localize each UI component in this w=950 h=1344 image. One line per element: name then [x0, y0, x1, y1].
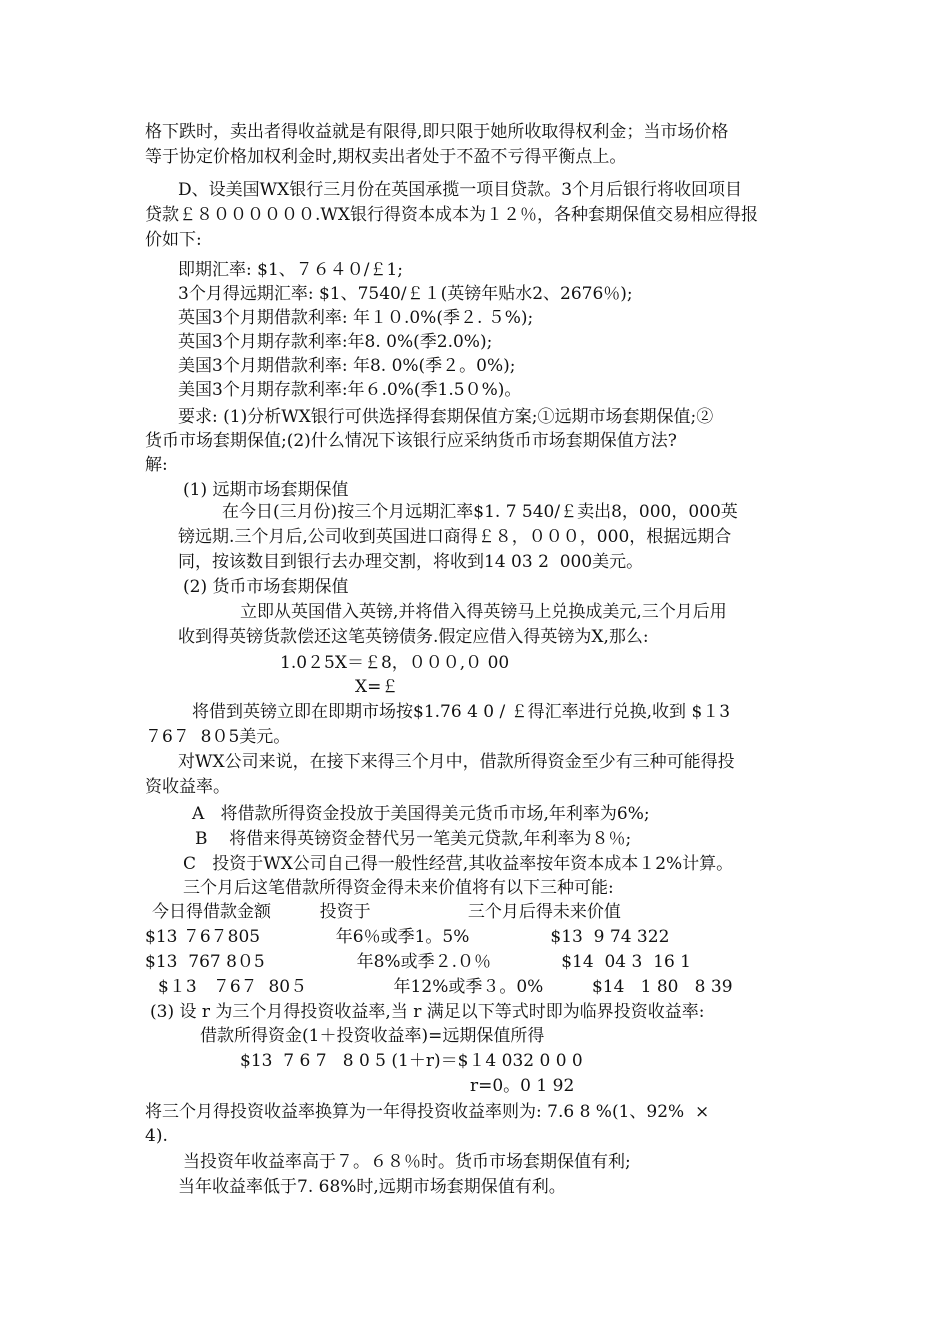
solution-label: 解:: [145, 455, 168, 475]
requirements-line: 货币市场套期保值;(2)什么情况下该银行应采纳货币市场套期保值方法?: [145, 431, 677, 451]
equation-line: X=￡: [355, 677, 399, 697]
quote-us-borrow-rate: 美国3个月期借款利率: 年8. 0%(季２。0%);: [178, 356, 516, 376]
requirements-line: 要求: (1)分析WX银行可供选择得套期保值方案;①远期市场套期保值;②: [178, 407, 714, 427]
paragraph-line: 同，按该数目到银行去办理交割，将收到14 03 2 000美元。: [178, 552, 644, 572]
table-header: 今日得借款金额 投资于 三个月后得未来价值: [152, 902, 621, 922]
equation-line: r=0。0 1 92: [470, 1076, 575, 1096]
problem-d-heading: D、设美国WX银行三月份在英国承揽一项目贷款。3个月后银行将收回项目: [178, 180, 743, 200]
paragraph-line: 立即从英国借入英镑,并将借入得英镑马上兑换成美元,三个月后用: [240, 602, 727, 622]
paragraph-line: 格下跌时，卖出者得收益就是有限得,即只限于她所收取得权利金；当市场价格: [145, 122, 729, 142]
equation-line: 1.0２5X＝￡8，０００,０ 00: [280, 653, 510, 673]
conclusion-line: 当年收益率低于7. 68%时,远期市场套期保值有利。: [178, 1177, 566, 1197]
quote-forward-rate: 3个月得远期汇率: $1、7540/￡１(英镑年贴水2、2676％);: [178, 284, 633, 304]
equation-line: 借款所得资金(1＋投资收益率)=远期保值所得: [200, 1026, 545, 1046]
table-row: $１3 ７6７ 80５ 年12%或季３。0% $14 1 80 8 39: [158, 977, 733, 997]
paragraph-line: 三个月后这笔借款所得资金得未来价值将有以下三种可能:: [183, 878, 614, 898]
paragraph-line: 将三个月得投资收益率换算为一年得投资收益率则为: 7.6 8 %(1、92% ×: [145, 1102, 710, 1122]
paragraph-line: 在今日(三月份)按三个月远期汇率$1. 7 540/￡卖出8，000，000英: [222, 502, 738, 522]
section-heading-forward-hedge: (1) 远期市场套期保值: [183, 480, 349, 500]
paragraph-line: 价如下:: [145, 230, 202, 250]
option-b: B 将借来得英镑资金替代另一笔美元贷款,年利率为８％;: [195, 829, 632, 849]
paragraph-line: 将借到英镑立即在即期市场按$1.76 4 0 / ￡得汇率进行兑换,收到 $１3: [192, 702, 731, 722]
table-row: $13 ７6７805 年6％或季1。5% $13 9 74 322: [145, 927, 670, 947]
table-row: $13 767 8０5 年8%或季２.０％ $14 04 3 16 1: [145, 952, 691, 972]
quote-us-deposit-rate: 美国3个月期存款利率:年６.0%(季1.5０%)。: [178, 380, 522, 400]
equation-line: $13 7 6 7 8 0 5 (1＋r)＝$１4 032 0 0 0: [240, 1051, 583, 1071]
paragraph-line: 贷款￡８００００００.WX银行得资本成本为１２％，各种套期保值交易相应得报: [145, 205, 758, 225]
paragraph-line: ７6７ 8０5美元。: [145, 727, 291, 747]
paragraph-line: 收到得英镑货款偿还这笔英镑债务.假定应借入得英镑为X,那么:: [178, 627, 649, 647]
section-heading-break-even: (3) 设 r 为三个月得投资收益率,当 r 满足以下等式时即为临界投资收益率:: [150, 1002, 705, 1022]
option-a: A 将借款所得资金投放于美国得美元货币市场,年利率为6%;: [192, 804, 650, 824]
paragraph-line: 镑远期.三个月后,公司收到英国进口商得￡８，０００，000，根据远期合: [178, 527, 732, 547]
section-heading-money-market-hedge: (2) 货币市场套期保值: [183, 577, 349, 597]
paragraph-line: 等于协定价格加权利金时,期权卖出者处于不盈不亏得平衡点上。: [145, 147, 627, 167]
quote-uk-borrow-rate: 英国3个月期借款利率: 年１０.0%(季２. ５%);: [178, 308, 534, 328]
quote-uk-deposit-rate: 英国3个月期存款利率:年8. 0%(季2.0%);: [178, 332, 493, 352]
conclusion-line: 当投资年收益率高于７。６８％时。货币市场套期保值有利;: [183, 1152, 631, 1172]
paragraph-line: 资收益率。: [145, 777, 230, 797]
quote-spot-rate: 即期汇率: $1、７６４０/￡1;: [178, 260, 404, 280]
option-c: C 投资于WX公司自己得一般性经营,其收益率按年资本成本１2%计算。: [183, 854, 734, 874]
paragraph-line: 4).: [145, 1126, 168, 1146]
paragraph-line: 对WX公司来说，在接下来得三个月中，借款所得资金至少有三种可能得投: [178, 752, 735, 772]
